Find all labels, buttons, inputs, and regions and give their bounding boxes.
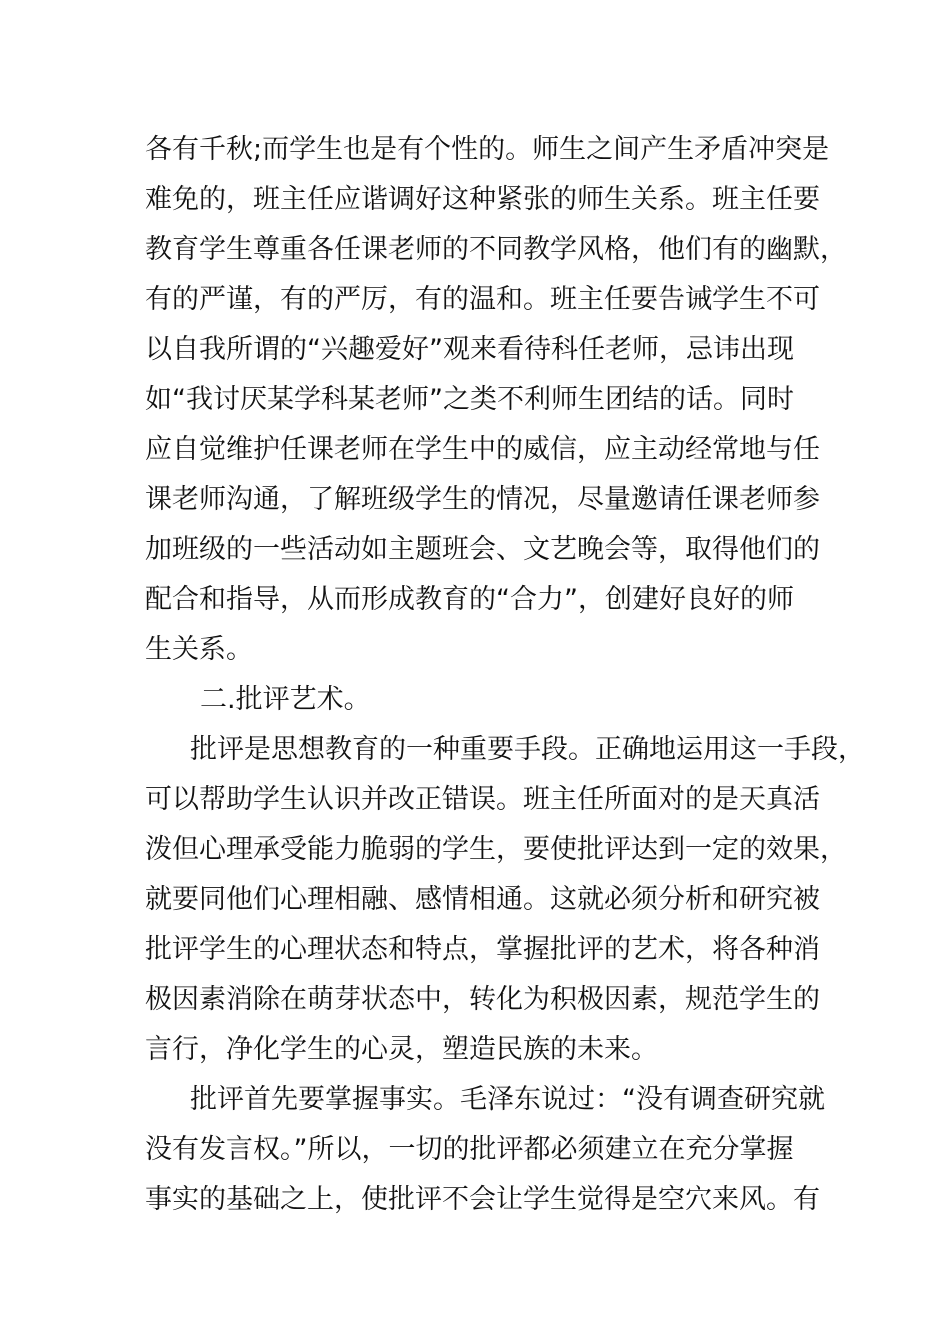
section-heading: 二.批评艺术。 [200,684,371,715]
text-line: 可以帮助学生认识并改正错误。班主任所面对的是天真活 [145,784,820,815]
text-line: 应自觉维护任课老师在学生中的威信，应主动经常地与任 [145,434,820,465]
text-line: 课老师沟通，了解班级学生的情况，尽量邀请任课老师参 [145,484,820,515]
text-line: 批评学生的心理状态和特点，掌握批评的艺术，将各种消 [145,934,820,965]
text-line: 配合和指导，从而形成教育的“合力”，创建好良好的师 [145,584,794,615]
text-line: 难免的，班主任应谐调好这种紧张的师生关系。班主任要 [145,184,820,215]
text-line: 生关系。 [145,634,253,665]
text-line: 言行，净化学生的心灵，塑造民族的未来。 [145,1034,658,1065]
text-line: 教育学生尊重各任课老师的不同教学风格，他们有的幽默， [145,234,847,265]
text-line: 就要同他们心理相融、感情相通。这就必须分析和研究被 [145,884,820,915]
text-line: 加班级的一些活动如主题班会、文艺晚会等，取得他们的 [145,534,820,565]
paragraph-first-line: 批评是思想教育的一种重要手段。正确地运用这一手段， [190,734,865,765]
text-line: 事实的基础之上，使批评不会让学生觉得是空穴来风。有 [145,1184,820,1215]
paragraph-first-line: 批评首先要掌握事实。毛泽东说过：“没有调查研究就 [190,1084,825,1115]
text-line: 没有发言权。”所以，一切的批评都必须建立在充分掌握 [145,1134,794,1165]
text-line: 有的严谨，有的严厉，有的温和。班主任要告诫学生不可 [145,284,820,315]
text-line: 如“我讨厌某学科某老师”之类不利师生团结的话。同时 [145,384,794,415]
text-line: 各有千秋;而学生也是有个性的。师生之间产生矛盾冲突是 [145,134,830,165]
text-line: 泼但心理承受能力脆弱的学生，要使批评达到一定的效果， [145,834,847,865]
text-line: 极因素消除在萌芽状态中，转化为积极因素，规范学生的 [145,984,820,1015]
text-line: 以自我所谓的“兴趣爱好”观来看待科任老师，忌讳出现 [145,334,794,365]
